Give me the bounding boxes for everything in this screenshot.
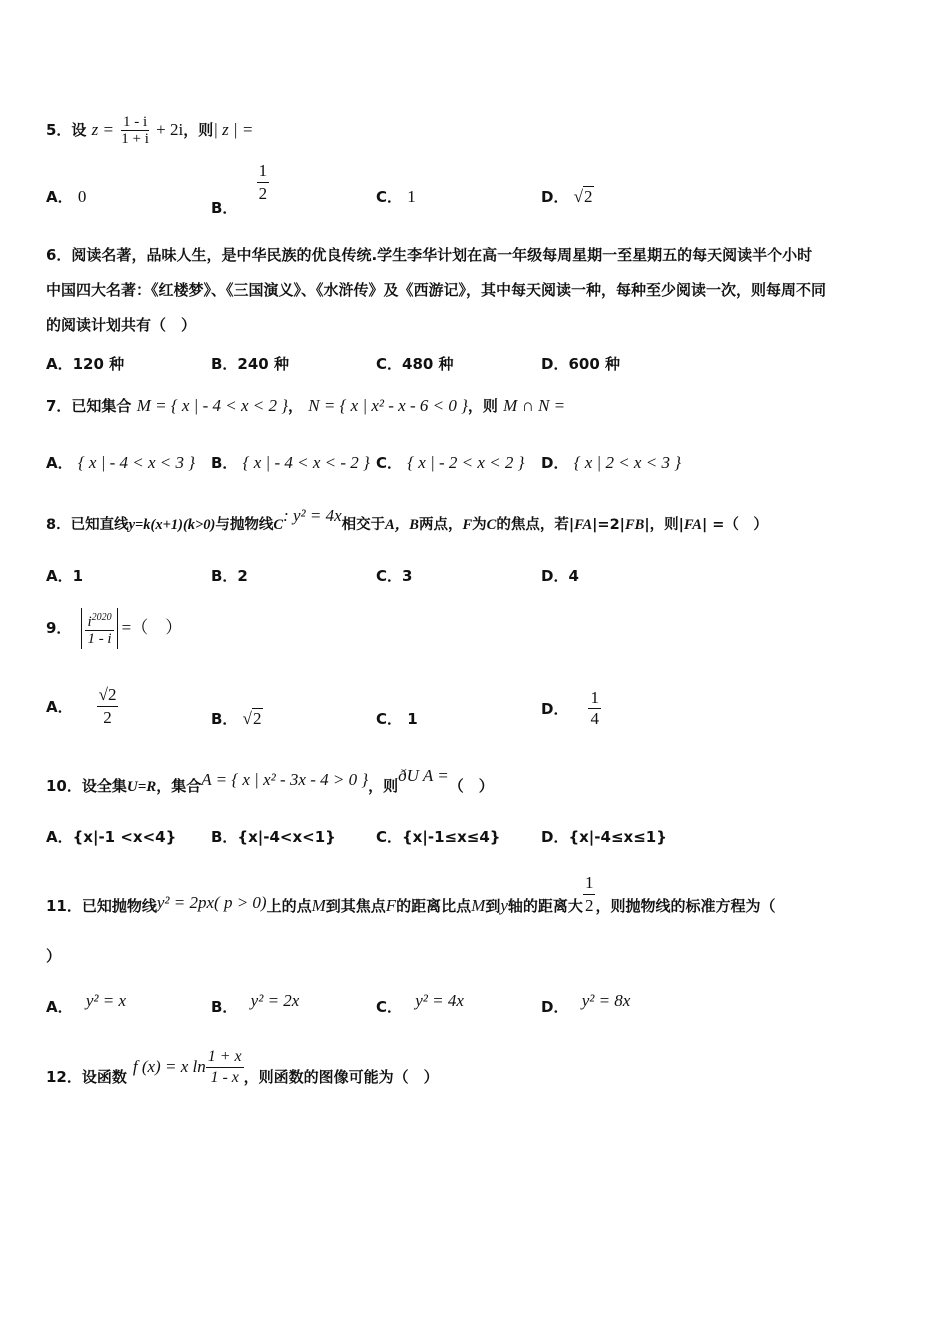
- q11-text: 到其焦点: [325, 897, 386, 915]
- option-value: 1: [407, 710, 418, 728]
- q8-seg-fa: FA: [683, 517, 702, 533]
- q11-text: ，则抛物线的标准方程为（: [595, 897, 776, 915]
- q7-mid: ，则: [467, 397, 498, 415]
- q9-option-d[interactable]: [541, 688, 601, 729]
- q8-focus: F: [462, 517, 473, 533]
- q7-sep: ，: [288, 397, 304, 415]
- q5-option-a[interactable]: [46, 186, 86, 207]
- q11-label: 11．已知抛物线: [46, 897, 157, 915]
- option-key: A．: [46, 698, 73, 716]
- q9-option-b[interactable]: [211, 708, 263, 729]
- q10-universe: U=R: [126, 779, 157, 795]
- option-value: 1: [407, 187, 416, 206]
- q11-option-a[interactable]: [46, 990, 127, 1016]
- sqrt-radicand: 2: [584, 187, 593, 206]
- question-5-stem: [46, 114, 253, 147]
- question-6-stem: [46, 238, 926, 343]
- q8-option-c[interactable]: C．3: [376, 567, 413, 585]
- q11-text: 的距离比点: [396, 897, 472, 915]
- option-key: D．: [541, 188, 569, 206]
- frac-num: √2: [97, 684, 119, 707]
- q8-text: 的焦点，若|: [496, 517, 575, 533]
- q11-focus: F: [385, 896, 397, 915]
- q8-text: | =（ ）: [701, 517, 768, 533]
- q5-option-c[interactable]: [376, 186, 416, 207]
- q8-text: 8．已知直线: [46, 517, 129, 533]
- q8-option-d[interactable]: D．4: [541, 567, 579, 585]
- frac-num: 1: [257, 160, 270, 183]
- q9-fraction: [85, 610, 113, 647]
- q10-text: ，集合: [156, 777, 202, 795]
- q9-tail: =（ ）: [121, 618, 183, 637]
- q12-tail: ，则函数的图像可能为（ ）: [243, 1068, 439, 1086]
- q8-text: 相交于: [341, 517, 386, 533]
- q8-seg-fa: FA: [574, 517, 593, 533]
- q10-option-b[interactable]: B．{x|-4<x<1}: [211, 828, 336, 846]
- q8-text: |，则|: [644, 517, 684, 533]
- question-10-stem: [46, 766, 494, 797]
- q11-equation: y² = 2px( p > 0): [156, 893, 267, 912]
- option-key: B．: [211, 454, 238, 472]
- q11-text: 轴的距离大: [507, 897, 583, 915]
- q5-frac-num: 1 - i: [122, 114, 148, 130]
- option-key: A．: [46, 454, 73, 472]
- q8-curve-eq: : y² = 4x: [283, 506, 342, 525]
- frac-den: 2: [258, 184, 268, 203]
- q8-option-b[interactable]: B．2: [211, 567, 248, 585]
- question-12-stem: [46, 1042, 439, 1092]
- option-key: A．: [46, 188, 73, 206]
- q7-set-n: N = { x | x² - x - 6 < 0 }: [308, 396, 468, 415]
- q9-option-c[interactable]: [376, 708, 418, 729]
- q6-option-b[interactable]: B．240 种: [211, 355, 289, 373]
- q5-option-d[interactable]: [541, 186, 594, 207]
- sqrt-expression: √2: [242, 709, 262, 728]
- q10-text: ，则: [368, 777, 399, 795]
- frac-num: 1: [590, 688, 599, 707]
- q12-label: 12．设函数: [46, 1068, 127, 1086]
- frac-num: 1: [583, 872, 596, 895]
- q8-curve-name: C: [273, 517, 284, 533]
- q7-option-c[interactable]: [376, 452, 524, 473]
- q11-point-m: M: [471, 896, 486, 915]
- q7-set-m: M = { x | - 4 < x < 2 }: [136, 396, 289, 415]
- q11-option-d[interactable]: [541, 990, 631, 1016]
- option-key: D．: [541, 700, 569, 718]
- q10-set-a: A = { x | x² - 3x - 4 > 0 }: [201, 770, 369, 789]
- option-fraction: [257, 160, 270, 205]
- q10-option-c[interactable]: C．{x|-1≤x≤4}: [376, 828, 501, 846]
- q10-label: 10．设全集: [46, 777, 127, 795]
- q12-fraction: [206, 1047, 244, 1088]
- option-key: B．: [211, 199, 238, 217]
- q7-option-d[interactable]: [541, 452, 681, 473]
- frac-num: 1 + x: [206, 1047, 244, 1068]
- option-value: { x | 2 < x < 3 }: [573, 453, 681, 472]
- q5-ask: | z | =: [213, 120, 254, 139]
- q8-text: 为: [472, 517, 487, 533]
- option-key: C．: [376, 454, 403, 472]
- sqrt-radicand: 2: [253, 709, 262, 728]
- option-value: { x | - 4 < x < - 2 }: [242, 453, 370, 472]
- q6-line-1: 6．阅读名著，品味人生，是中华民族的优良传统.学生李华计划在高一年级每周星期一至星期五的每天阅读半个小时: [46, 246, 813, 264]
- question-11-stem: [46, 873, 776, 929]
- q7-label: 7．已知集合: [46, 397, 132, 415]
- frac-den: 2: [103, 708, 112, 727]
- option-value: y² = 8x: [581, 991, 631, 1010]
- option-key: B．: [211, 710, 238, 728]
- q11-option-b[interactable]: [211, 990, 300, 1016]
- q9-frac-num: [85, 610, 113, 631]
- option-value: y² = x: [85, 991, 127, 1010]
- option-key: D．: [541, 454, 569, 472]
- q9-option-a[interactable]: [46, 684, 118, 729]
- q5-mid: ，则: [183, 121, 214, 139]
- q7-ask: M ∩ N =: [503, 396, 566, 415]
- q11-point-m: M: [311, 896, 326, 915]
- q11-close-paren: ）: [46, 947, 62, 965]
- q5-frac-den: 1 + i: [121, 131, 149, 147]
- option-key: D．: [541, 998, 569, 1016]
- q11-option-c[interactable]: [376, 990, 464, 1016]
- q6-line-2: 中国四大名著：《红楼梦》、《三国演义》、《水浒传》及《西游记》，其中每天阅读一种，每种至少阅读一次，则每周不同: [46, 281, 827, 299]
- question-8-stem: [46, 506, 768, 535]
- q5-expr-tail: + 2i: [156, 120, 184, 139]
- option-fraction: [588, 688, 601, 729]
- q8-text: 与抛物线: [215, 517, 274, 533]
- q8-text: 两点，: [418, 517, 463, 533]
- q11-text: 到: [485, 897, 501, 915]
- q6-line-3: 的阅读计划共有（ ）: [46, 316, 197, 334]
- q5-label: 5．设: [46, 121, 87, 139]
- option-key: C．: [376, 188, 403, 206]
- option-value: y² = 4x: [415, 991, 464, 1010]
- q8-points: A，B: [385, 517, 419, 533]
- q11-y-axis: y: [500, 896, 508, 915]
- q9-num-exp: 2020: [91, 611, 112, 623]
- q9-frac-den: 1 - i: [87, 630, 112, 647]
- q11-text: 上的点: [266, 897, 312, 915]
- option-value: { x | - 2 < x < 2 }: [407, 453, 525, 472]
- option-value: { x | - 4 < x < 3 }: [77, 453, 196, 472]
- q10-complement: ðU A =: [398, 766, 449, 785]
- option-key: C．: [376, 998, 403, 1016]
- option-key: C．: [376, 710, 403, 728]
- q9-label: 9．: [46, 619, 72, 637]
- frac-den: 2: [584, 896, 594, 915]
- q8-line-eq: y=k(x+1)(k>0): [128, 517, 216, 533]
- q8-option-a[interactable]: A．1: [46, 567, 84, 585]
- option-key: A．: [46, 998, 73, 1016]
- frac-den: 1 - x: [210, 1068, 239, 1086]
- option-key: B．: [211, 998, 238, 1016]
- q6-option-d[interactable]: D．600 种: [541, 355, 620, 373]
- q12-lhs: f (x) = x ln: [132, 1057, 206, 1076]
- q7-option-a[interactable]: [46, 452, 195, 473]
- q5-option-b[interactable]: [211, 160, 269, 217]
- q5-expr-lhs: z =: [91, 120, 115, 139]
- q11-fraction: [583, 872, 596, 917]
- q10-option-d[interactable]: D．{x|-4≤x≤1}: [541, 828, 667, 846]
- sqrt-expression: √2: [573, 187, 593, 206]
- q10-option-a[interactable]: A．{x|-1 <x<4}: [46, 828, 177, 846]
- q6-option-c[interactable]: C．480 种: [376, 355, 454, 373]
- option-fraction: [97, 684, 119, 729]
- question-9-stem: [46, 600, 182, 656]
- frac-den: 4: [590, 709, 599, 728]
- q6-option-a[interactable]: A．120 种: [46, 355, 125, 373]
- q9-abs-value: [81, 608, 117, 649]
- q9-num-base: i: [87, 613, 92, 630]
- option-value: 0: [77, 187, 87, 206]
- q7-option-b[interactable]: [211, 452, 370, 473]
- q8-seg-fb: FB: [624, 517, 645, 533]
- q8-curve-ref: C: [486, 517, 497, 533]
- option-value: y² = 2x: [250, 991, 300, 1010]
- question-7-stem: [46, 396, 565, 416]
- q5-fraction: [119, 114, 151, 147]
- q10-tail: （ ）: [448, 777, 494, 795]
- q8-text: |=2|: [592, 517, 625, 533]
